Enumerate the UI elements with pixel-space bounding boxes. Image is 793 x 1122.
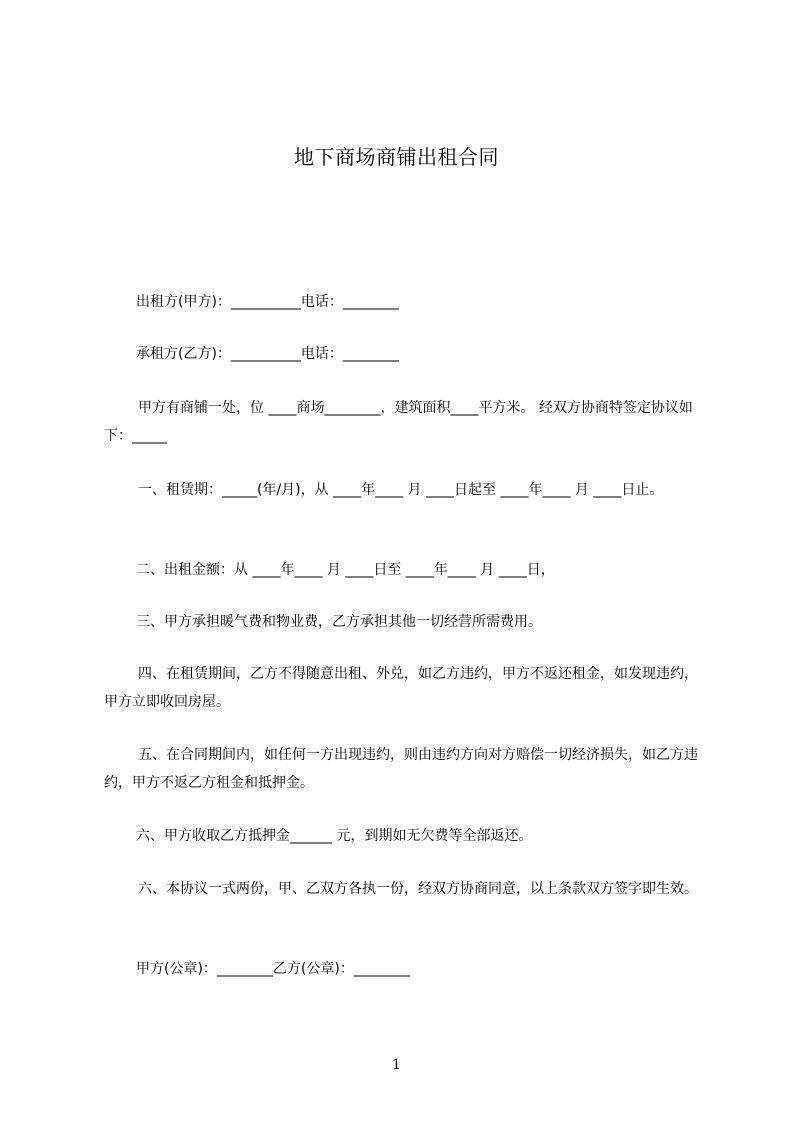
paragraph-lessor: 出租方(甲方)：__________电话：________ [136, 294, 399, 310]
paragraph-shop-info: 甲方有商铺一处，位 ____商场________，建筑面积____平方米。 经双方协商特签定协议如下：_____ [104, 400, 693, 444]
paragraph-copies: 六、本协议一式两份，甲、乙双方各执一份，经双方协商同意，以上条款双方签字即生效。 [138, 881, 698, 897]
paragraph-lease-term: 一、租赁期：_____(年/月)，从 ____年____ 月 ____日起至 ____年____ 月 ____日止。 [138, 482, 664, 498]
paragraph-deposit: 六、甲方收取乙方抵押金______ 元，到期如无欠费等全部返还。 [136, 828, 533, 844]
paragraph-seals: 甲方(公章)：________乙方(公章)：________ [136, 961, 410, 977]
page-number: 1 [392, 1057, 401, 1073]
paragraph-breach: 五、在合同期间内，如任何一方出现违约，则由违约方向对方赔偿一切经济损失，如乙方违约，甲方不返乙方租金和抵押金。 [104, 747, 698, 791]
paragraph-lessee: 承租方(乙方)：__________电话：________ [136, 346, 399, 362]
paragraph-rent-amount: 二、出租金额：从 ____年____ 月 ____日至 ____年____ 月 ____日， [136, 562, 555, 578]
paragraph-fees: 三、甲方承担暖气费和物业费，乙方承担其他一切经营所需费用。 [136, 614, 542, 630]
paragraph-no-sublease: 四、在租赁期间，乙方不得随意出租、外兑，如乙方违约，甲方不返还租金，如发现违约，甲方立即收回房屋。 [104, 666, 698, 710]
document-title: 地下商场商铺出租合同 [294, 145, 499, 169]
